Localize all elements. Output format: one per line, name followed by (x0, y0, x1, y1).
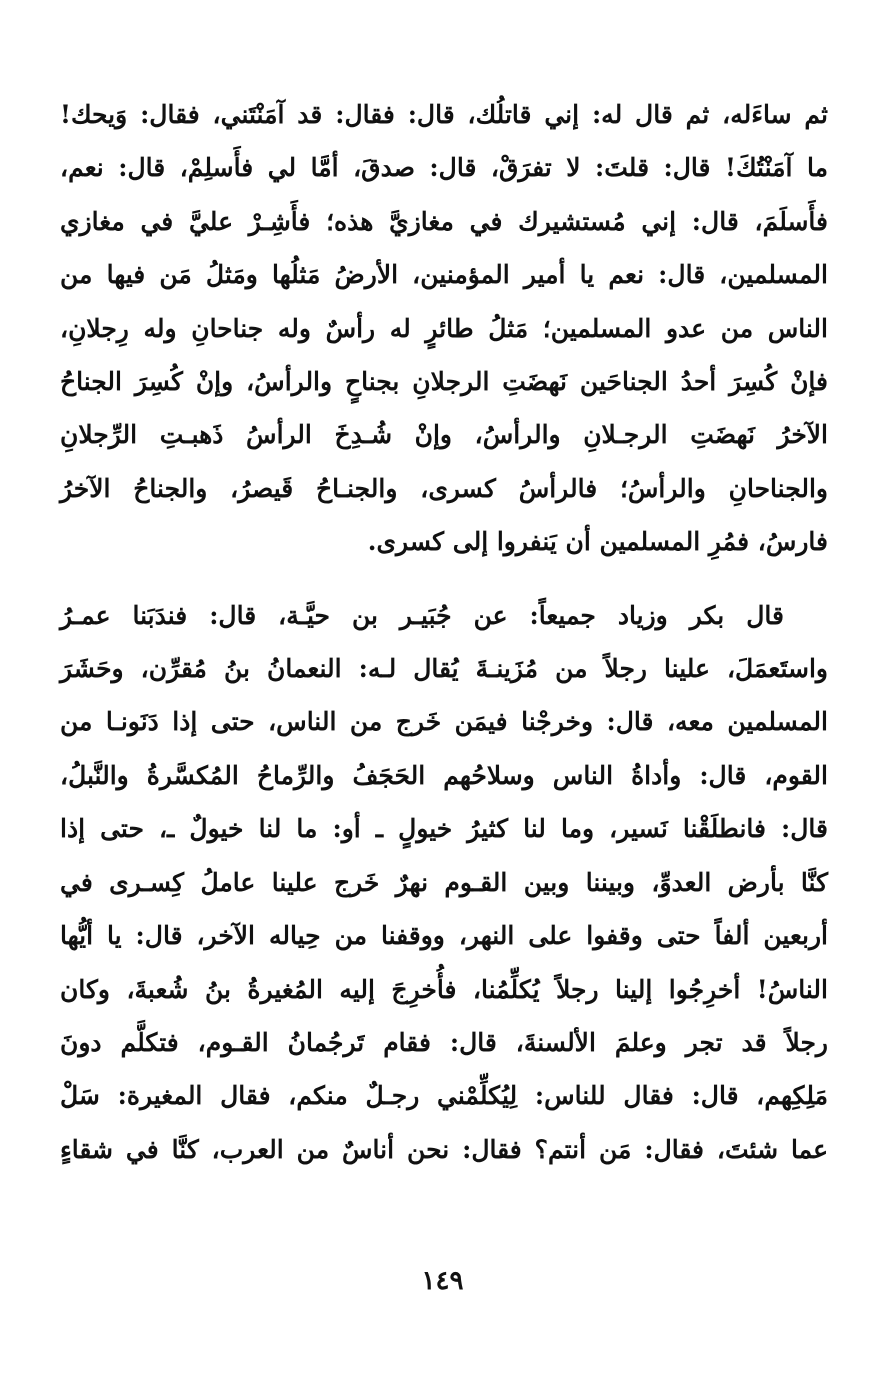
text-line: الآخرُ نَهضَتِ الرجـلانِ والرأسُ، وإنْ شُـدِخَ الرأسُ ذَهبـتِ الرِّجلانِ (60, 420, 828, 450)
text-line: الناس من عدو المسلمين؛ مَثلُ طائرٍ له رأسٌ وله جناحانِ وله رِجلانِ، (60, 313, 828, 343)
text-line: ما آمَنْتُكَ! قال: قلتَ: لا تفرَقْ، قال: صدقَ، أمَّا لي فأَسلِمْ، قال: نعم، (60, 153, 828, 183)
text-line: فإنْ كُسِرَ أحدُ الجناحَين نَهضَتِ الرجلانِ بجناحٍ والرأسُ، وإنْ كُسِرَ الجناحُ (60, 367, 828, 397)
page-body-text (60, 88, 828, 1176)
text-line: فأَسلَمَ، قال: إني مُستشيرك في مغازيَّ هذه؛ فأَشِـرْ عليَّ في مغازي (60, 206, 828, 236)
text-line: القوم، قال: وأداةُ الناس وسلاحُهم الحَجَفُ والرِّماحُ المُكسَّرةُ والنَّبلُ، (60, 760, 828, 790)
text-line: فارسُ، فمُرِ المسلمين أن يَنفروا إلى كسرى. (367, 527, 828, 557)
text-line: ثم ساءَله، ثم قال له: إني قاتلُك، قال: فقال: قد آمَنْتَني، فقال: وَيحك! (60, 100, 828, 129)
text-line: قال: فانطلَقْنا نَسير، وما لنا كثيرُ خيولٍ ـ أو: ما لنا خيولٌ ـ، حتى إذا (60, 814, 828, 844)
text-line: الناسُ! أخرِجُوا إلينا رجلاً يُكلِّمُنا، فأُخرِجَ إليه المُغيرةُ بنُ شُعبةَ، وكان (60, 974, 828, 1004)
text-line: مَلِكِهم، قال: فقال للناس: لِيُكلِّمْني رجـلٌ منكم، فقال المغيرة: سَلْ (60, 1081, 828, 1111)
text-line: واستَعمَلَ، علينا رجلاً من مُزَينـةَ يُقال لـه: النعمانُ بنُ مُقرِّن، وحَشَرَ (60, 654, 828, 684)
text-line: والجناحانِ والرأسُ؛ فالرأسُ كسرى، والجنـاحُ قَيصرُ، والجناحُ الآخرُ (60, 473, 828, 503)
page-number: ١٤٩ (421, 1266, 464, 1296)
text-line: عما شئتَ، فقال: مَن أنتم؟ فقال: نحن أناسٌ من العرب، كنَّا في شقاءٍ (60, 1134, 828, 1164)
text-line: المسلمين، قال: نعم يا أمير المؤمنين، الأرضُ مَثلُها ومَثلُ مَن فيها من (60, 260, 828, 290)
text-line: أربعين ألفاً حتى وقفوا على النهر، ووقفنا من حِياله الآخر، قال: يا أيُّها (60, 921, 828, 951)
text-line: رجلاً قد تجر وعلمَ الألسنةَ، قال: فقام تَرجُمانُ القـوم، فتكلَّم دونَ (60, 1027, 828, 1057)
text-line: المسلمين معه، قال: وخرجْنا فيمَن خَرج من الناس، حتى إذا دَنَونـا من (60, 707, 828, 737)
text-line: قال بكر وزياد جميعاً: عن جُبَيـر بن حيَّـة، قال: فندَبَنا عمـرُ (60, 600, 784, 630)
text-line: كنَّا بأرض العدوِّ، وبيننا وبين القـوم نهرٌ خَرج علينا عاملُ كِسـرى في (60, 867, 828, 897)
